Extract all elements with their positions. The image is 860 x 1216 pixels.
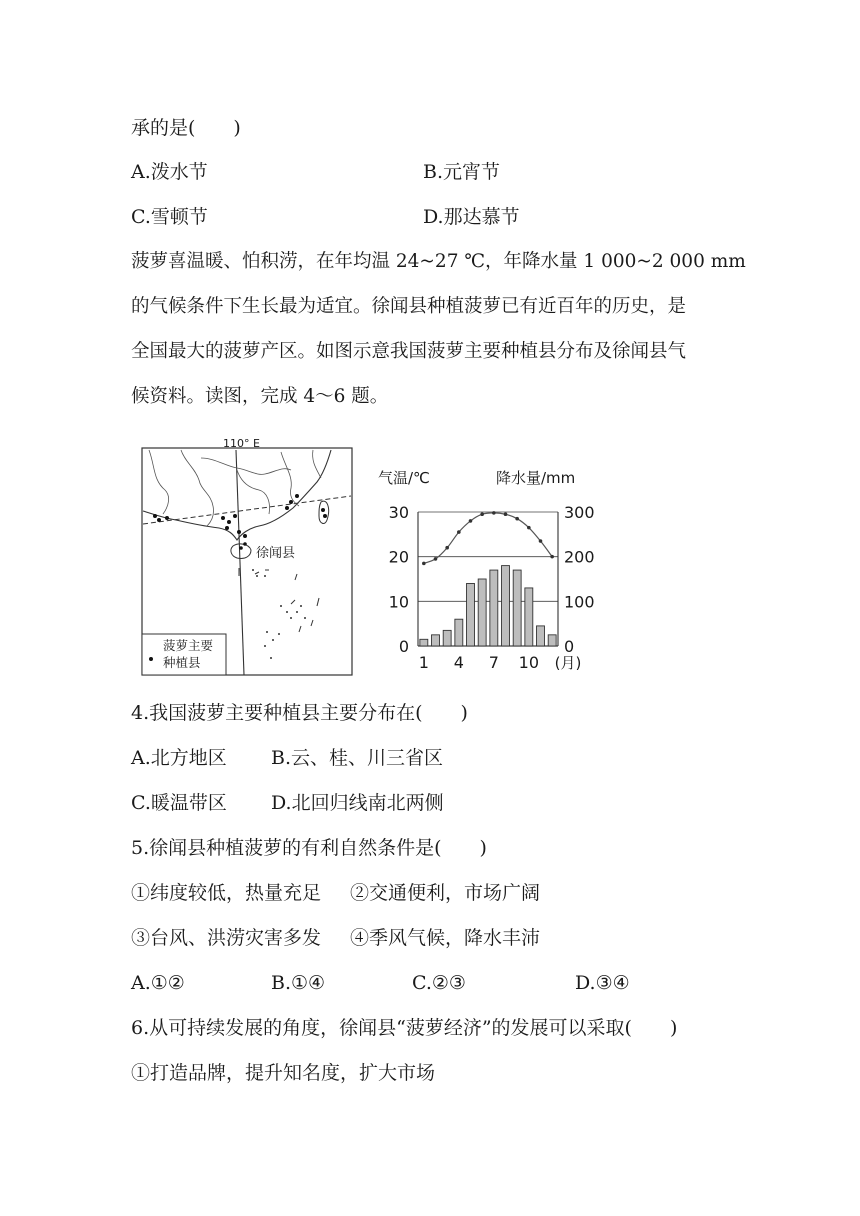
precip-tick-label: 0 (564, 637, 575, 656)
precip-tick-label: 200 (564, 547, 595, 567)
xuwen-label: 徐闻县 (256, 546, 296, 561)
province-border (281, 452, 299, 506)
passage-line-3: 全国最大的菠萝产区。如图示意我国菠萝主要种植县分布及徐闻县气 (131, 341, 687, 362)
temperature-point (434, 557, 438, 561)
q4-option-c: C.暖温带区 (131, 792, 227, 814)
map (142, 437, 352, 675)
q3-option-c: C.雪顿节 (131, 206, 208, 228)
q5-option-b: B.①④ (271, 972, 326, 994)
precip-bar (443, 630, 451, 646)
q6-stem: 6.从可持续发展的角度，徐闻县“菠萝经济”的发展可以采取( ) (131, 1017, 678, 1039)
province-border (201, 458, 291, 474)
legend-dot (149, 657, 153, 661)
climate-chart (378, 469, 595, 672)
temperature-point (457, 530, 461, 534)
hainan-island (231, 544, 251, 559)
precip-tick-label: 300 (564, 503, 595, 522)
meridian-label: 110° E (223, 437, 260, 450)
precip-bar (548, 635, 556, 646)
left-axis-label: 气温/℃ (378, 469, 430, 487)
temperature-point (492, 511, 496, 515)
q3-option-d: D.那达慕节 (423, 206, 520, 228)
q5-stem: 5.徐闻县种植菠萝的有利自然条件是( ) (131, 837, 487, 859)
taiwan-island (319, 501, 329, 523)
temp-tick-label: 10 (388, 592, 409, 612)
q4-option-a: A.北方地区 (131, 747, 227, 769)
right-axis-label: 降水量/mm (496, 469, 576, 487)
temperature-line (424, 513, 552, 563)
figure (141, 436, 601, 676)
temp-tick-label: 0 (398, 637, 409, 656)
province-border (149, 450, 169, 514)
q5-item-4: ④季风气候，降水丰沛 (350, 927, 541, 949)
q6-item-1: ①打造品牌，提升知名度，扩大市场 (131, 1062, 436, 1084)
precip-bar (513, 570, 521, 646)
planting-county-dots (153, 494, 327, 550)
q4-option-d: D.北回归线南北两侧 (271, 792, 444, 814)
q5-option-d: D.③④ (575, 972, 630, 994)
legend-text-2: 种植县 (163, 655, 201, 670)
precip-tick-label: 100 (564, 592, 595, 612)
temp-tick-label: 20 (388, 547, 409, 567)
temperature-point (445, 546, 449, 550)
passage-line-2: 的气候条件下生长最为适宜。徐闻县种植菠萝已有近百年的历史，是 (131, 296, 687, 317)
precip-bar (478, 579, 486, 646)
temperature-point (504, 512, 508, 516)
temperature-point (469, 519, 473, 523)
q3-option-b: B.元宵节 (423, 161, 501, 183)
temperature-point (515, 517, 519, 521)
q5-option-c: C.②③ (412, 972, 466, 994)
precip-bar (525, 588, 533, 646)
temperature-point (550, 555, 554, 559)
temp-tick-label: 30 (388, 503, 409, 522)
x-tick-label: 10 (518, 653, 540, 672)
south-sea-dots (252, 569, 306, 659)
meridian-110e (236, 450, 244, 675)
temperature-point (422, 562, 426, 566)
passage-line-1: 菠萝喜温暖、怕积涝，在年均温 24~27 ℃，年降水量 1 000~2 000 mm (131, 251, 746, 272)
legend-text-1: 菠萝主要 (163, 638, 214, 653)
temperature-point (480, 512, 484, 516)
q5-item-1: ①纬度较低，热量充足 (131, 882, 322, 904)
x-unit-label: (月) (554, 654, 582, 672)
figure-svg (141, 436, 601, 676)
precip-bar (455, 619, 463, 646)
precip-bar (490, 570, 498, 646)
q5-item-3: ③台风、洪涝灾害多发 (131, 927, 322, 949)
precip-bar (432, 635, 440, 646)
temperature-point (539, 539, 543, 543)
temperature-point (527, 526, 531, 530)
q5-item-2: ②交通便利，市场广阔 (350, 882, 541, 904)
precip-bar (537, 626, 545, 646)
precip-bar (420, 639, 428, 646)
q3-stem: 承的是( ) (131, 117, 241, 139)
x-tick-label: 7 (488, 653, 499, 672)
province-border (313, 450, 321, 478)
q4-option-b: B.云、桂、川三省区 (271, 747, 444, 769)
precip-bar (502, 566, 510, 646)
q5-option-a: A.①② (131, 972, 185, 994)
q3-option-a: A.泼水节 (131, 161, 208, 183)
x-tick-label: 1 (418, 653, 429, 672)
x-tick-label: 4 (453, 653, 464, 672)
passage-line-4: 候资料。读图，完成 4～6 题。 (131, 386, 389, 407)
q4-stem: 4.我国菠萝主要种植县主要分布在( ) (131, 702, 468, 724)
south-sea-islands (239, 568, 319, 632)
precip-bar (467, 583, 475, 646)
province-border (181, 450, 214, 526)
